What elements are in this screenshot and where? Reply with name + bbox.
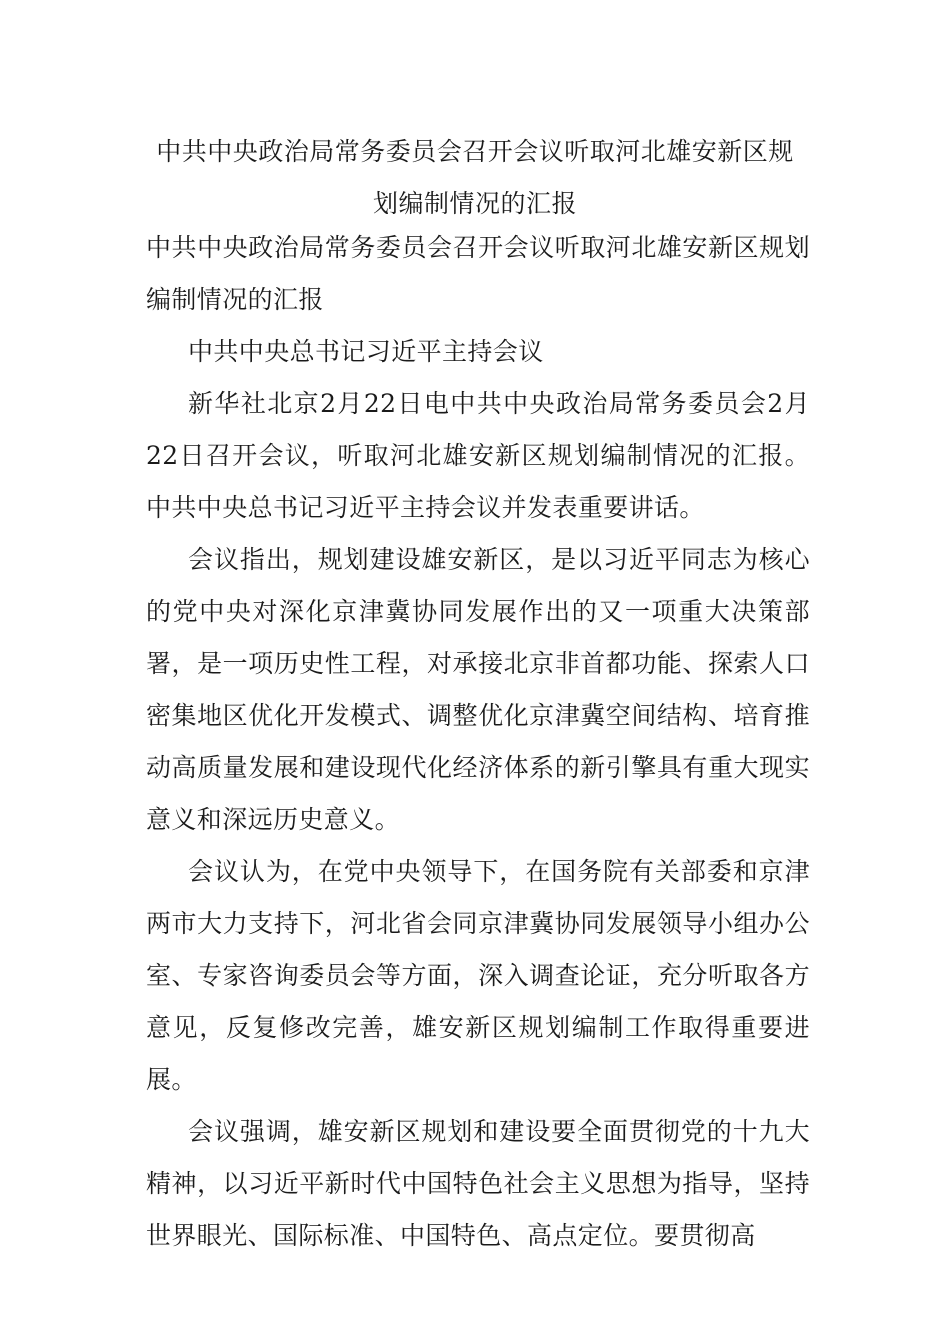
- paragraph-1: 新华社北京2月22日电中共中央政治局常务委员会2月22日召开会议，听取河北雄安新区规划编制情况的汇报。中共中央总书记习近平主持会议并发表重要讲话。: [146, 389, 810, 522]
- presider-line: 中共中央总书记习近平主持会议: [188, 337, 544, 366]
- paragraph-2: 会议指出，规划建设雄安新区，是以习近平同志为核心的党中央对深化京津冀协同发展作出的又一项重大决策部署，是一项历史性工程，对承接北京非首都功能、探索人口密集地区优化开发模式、调整优化京津冀空间结构、培育推动高质量发展和建设现代化经济体系的新引擎具有重大现实意义和深远历史意义。: [146, 545, 810, 834]
- subtitle: 中共中央政治局常务委员会召开会议听取河北雄安新区规划编制情况的汇报: [146, 233, 810, 314]
- document-title-line-1: 中共中央政治局常务委员会召开会议听取河北雄安新区规: [156, 137, 794, 166]
- paragraph-4: 会议强调，雄安新区规划和建设要全面贯彻党的十九大精神，以习近平新时代中国特色社会主义思想为指导，坚持世界眼光、国际标准、中国特色、高点定位。要贯彻高: [146, 1117, 810, 1250]
- paragraph-3: 会议认为，在党中央领导下，在国务院有关部委和京津两市大力支持下，河北省会同京津冀协同发展领导小组办公室、专家咨询委员会等方面，深入调查论证，充分听取各方意见，反复修改完善，雄安新区规划编制工作取得重要进展。: [146, 857, 810, 1094]
- document-body: [146, 222, 810, 1262]
- document-title-line-2: 划编制情况的汇报: [372, 189, 577, 218]
